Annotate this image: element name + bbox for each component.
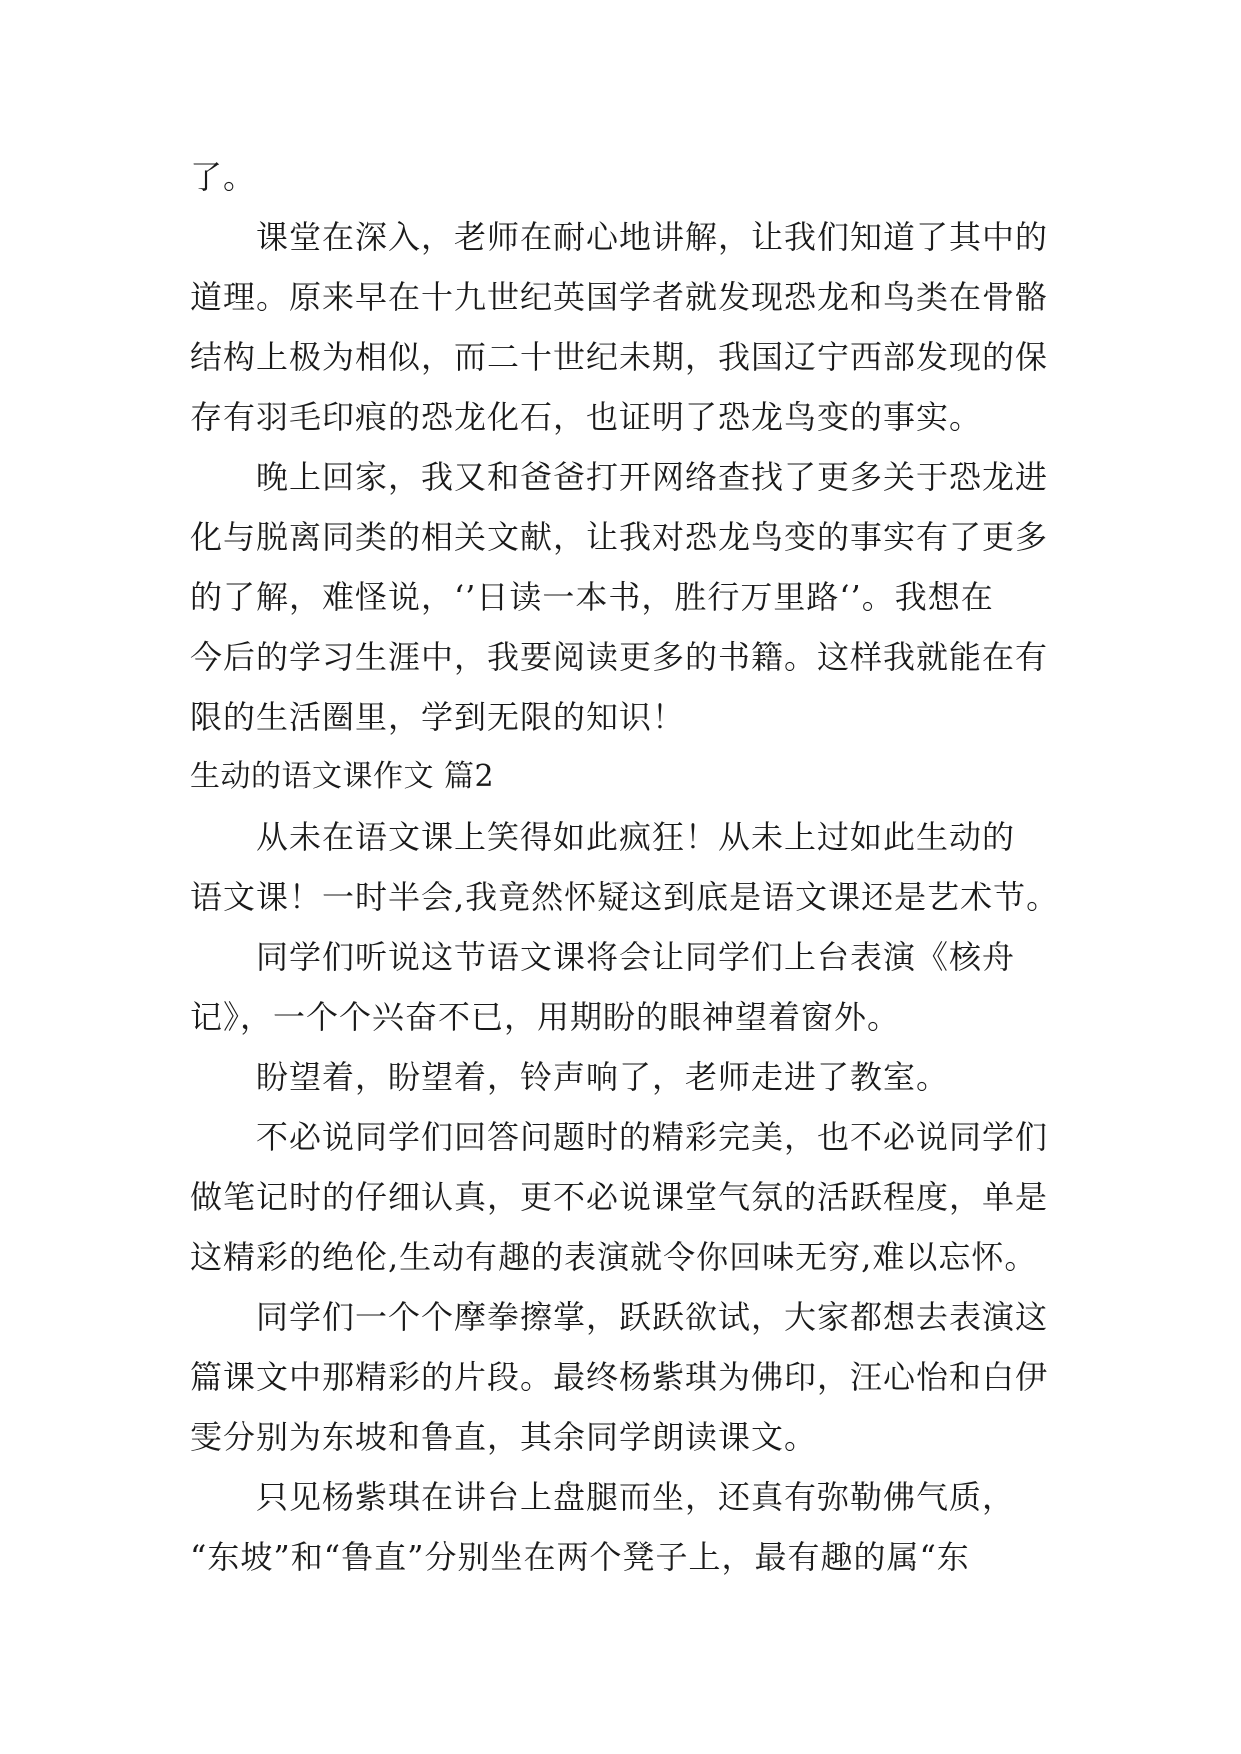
text-line: “东坡”和“鲁直”分别坐在两个凳子上，最有趣的属“东: [190, 1538, 970, 1576]
text-line: 这精彩的绝伦,生动有趣的表演就令你回味无穷,难以忘怀。: [190, 1238, 1038, 1276]
text-line: 同学们听说这节语文课将会让同学们上台表演《核舟: [256, 938, 1016, 976]
text-line: 限的生活圈里，学到无限的知识！: [190, 698, 686, 736]
text-line: 同学们一个个摩拳擦掌，跃跃欲试，大家都想去表演这: [256, 1298, 1049, 1336]
section-heading: 生动的语文课作文 篇2: [190, 759, 495, 794]
text-line: 道理。原来早在十九世纪英国学者就发现恐龙和鸟类在骨骼: [190, 278, 1049, 316]
text-line: 做笔记时的仔细认真，更不必说课堂气氛的活跃程度，单是: [190, 1178, 1049, 1216]
text-line: 篇课文中那精彩的片段。最终杨紫琪为佛印，汪心怡和白伊: [190, 1358, 1049, 1396]
text-line: 雯分别为东坡和鲁直，其余同学朗读课文。: [190, 1418, 818, 1456]
text-line: 盼望着，盼望着，铃声响了，老师走进了教室。: [256, 1058, 950, 1096]
text-line: 化与脱离同类的相关文献，让我对恐龙鸟变的事实有了更多: [190, 518, 1049, 556]
text-line: 了。: [190, 158, 257, 196]
text-line: 从未在语文课上笑得如此疯狂！从未上过如此生动的: [256, 818, 1016, 856]
text-line: 课堂在深入，老师在耐心地讲解，让我们知道了其中的: [256, 218, 1049, 256]
text-line: 不必说同学们回答问题时的精彩完美，也不必说同学们: [256, 1118, 1049, 1156]
text-line: 记》，一个个兴奋不已，用期盼的眼神望着窗外。: [190, 998, 901, 1036]
document-page: [190, 158, 1058, 1598]
text-line: 只见杨紫琪在讲台上盘腿而坐，还真有弥勒佛气质，: [256, 1478, 1016, 1516]
text-line: 晚上回家，我又和爸爸打开网络查找了更多关于恐龙进: [256, 458, 1049, 496]
text-line: 存有羽毛印痕的恐龙化石，也证明了恐龙鸟变的事实。: [190, 398, 983, 436]
text-line: 结构上极为相似，而二十世纪未期，我国辽宁西部发现的保: [190, 338, 1049, 376]
text-line: 的了解，难怪说，‘’日读一本书，胜行万里路‘’。我想在: [190, 578, 994, 616]
text-line: 今后的学习生涯中，我要阅读更多的书籍。这样我就能在有: [190, 638, 1049, 676]
text-line: 语文课！一时半会,我竟然怀疑这到底是语文课还是艺术节。: [190, 878, 1060, 916]
